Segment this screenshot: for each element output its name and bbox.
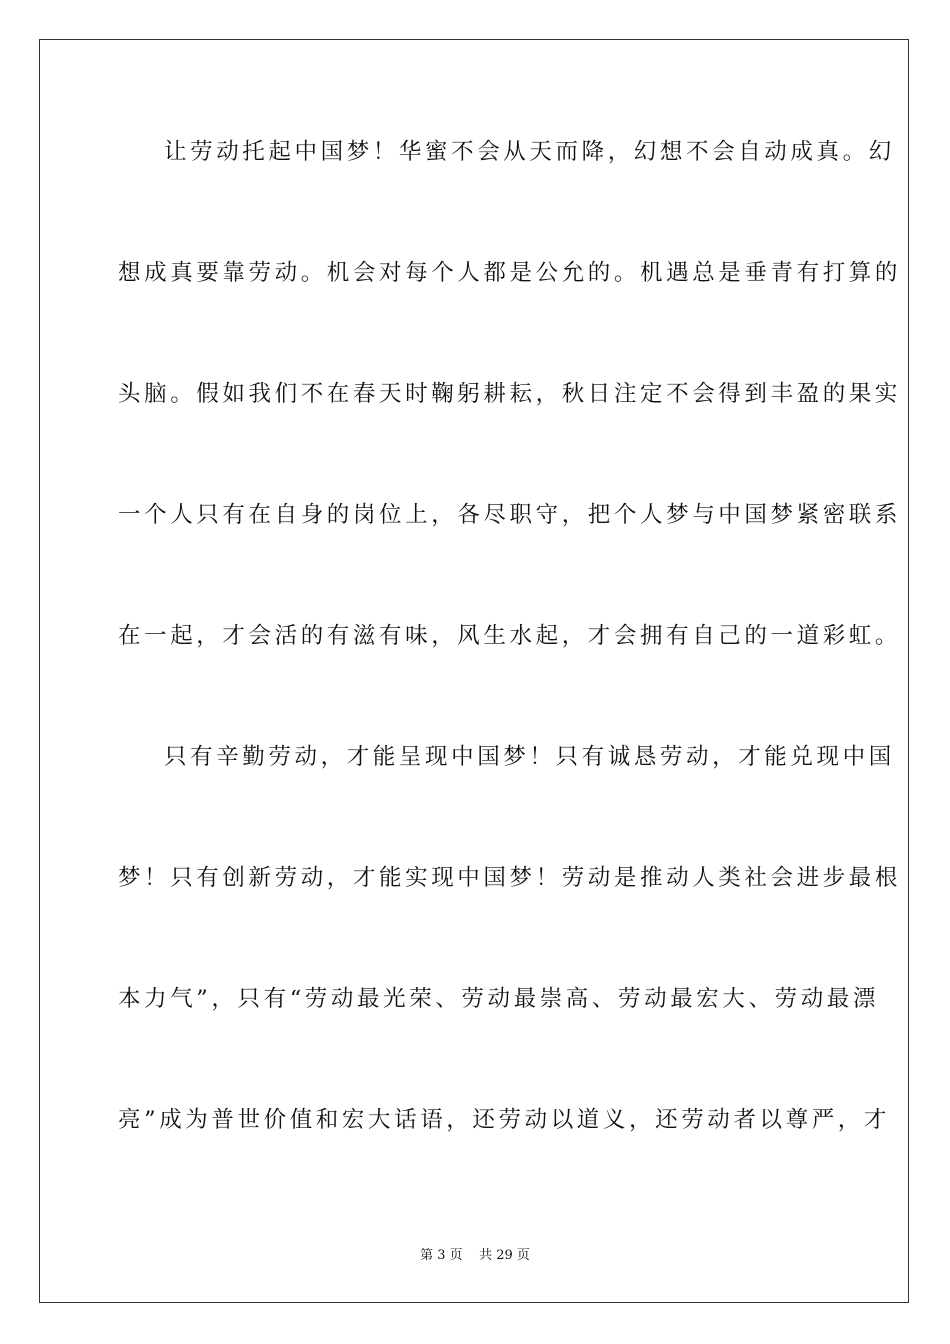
text-line: 让劳动托起中国梦！华蜜不会从天而降，幻想不会自动成真。幻 bbox=[164, 139, 895, 165]
page-number-footer: 第 3 页 共 29 页 bbox=[420, 1248, 530, 1263]
text-line: 亮”成为普世价值和宏大话语，还劳动以道义，还劳动者以尊严，才 bbox=[118, 1107, 891, 1133]
document-body bbox=[118, 120, 902, 1209]
text-line: 在一起，才会活的有滋有味，风生水起，才会拥有自己的一道彩虹。 bbox=[118, 623, 902, 649]
text-line: 想成真要靠劳动。机会对每个人都是公允的。机遇总是垂青有打算的 bbox=[118, 260, 902, 286]
text-line: 一个人只有在自身的岗位上，各尽职守，把个人梦与中国梦紧密联系 bbox=[118, 502, 902, 528]
text-line: 本力气”，只有“劳动最光荣、劳动最崇高、劳动最宏大、劳动最漂 bbox=[118, 986, 880, 1012]
text-line: 梦！只有创新劳动，才能实现中国梦！劳动是推动人类社会进步最根 bbox=[118, 865, 902, 891]
text-line: 只有辛勤劳动，才能呈现中国梦！只有诚恳劳动，才能兑现中国 bbox=[164, 744, 895, 770]
text-line: 头脑。假如我们不在春天时鞠躬耕耘，秋日注定不会得到丰盈的果实 bbox=[118, 381, 902, 407]
